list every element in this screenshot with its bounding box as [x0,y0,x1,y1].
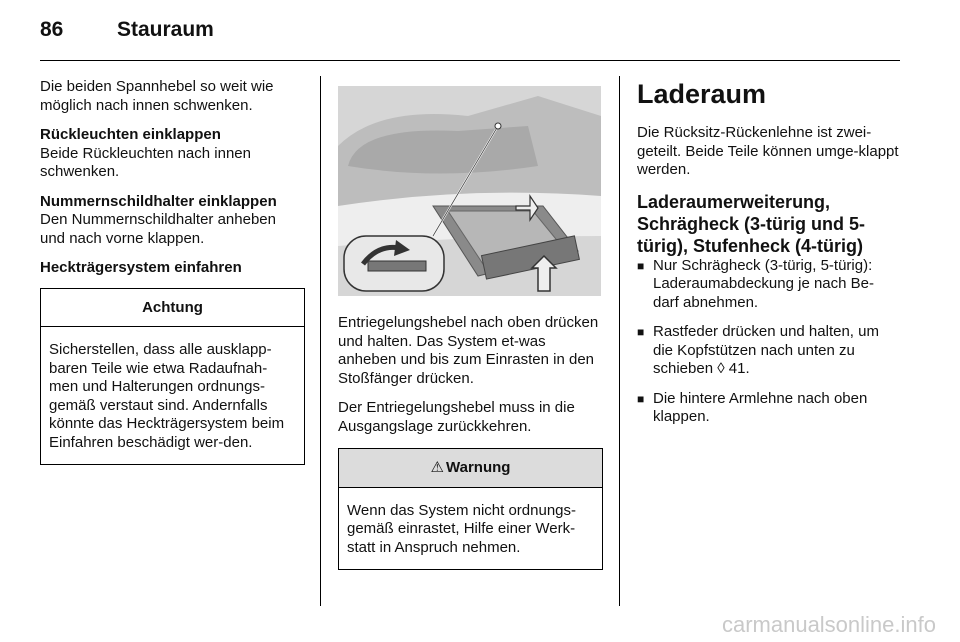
heading-cargo-space: Laderaum [637,79,767,109]
column-1 [40,78,305,465]
list-item: ■ Die hintere Armlehne nach oben klappen. [637,389,868,425]
list-item: ■ Nur Schrägheck (3-türig, 5-türig): Laderaumabdeckung je nach Be-darf abnehmen. [637,256,874,311]
text-tail-lights: Beide Rückleuchten nach innen schwenken. [40,144,251,180]
car-rear-drawing [338,86,601,296]
watermark: carmanualsonline.info [721,612,936,637]
caution-box [40,288,305,466]
paragraph-release-lever: Entriegelungshebel nach oben drücken und halten. Das System et-was anheben und bis zum Einrasten in den Stoßfänger drücken. [338,314,599,387]
warning-header [339,449,602,488]
list-item: ■ Rastfeder drücken und halten, um die Kopfstützen nach unten zu schieben ◊ 41. [637,323,879,377]
paragraph-levers: Die beiden Spannhebel so weit wie möglich nach innen schwenken. [40,78,274,114]
paragraph-lever-return: Der Entriegelungshebel muss in die Ausgangslage zurückkehren. [338,399,575,435]
warning-text: Wenn das System nicht ordnungs-gemäß einrastet, Hilfe einer Werk-statt in Anspruch nehmen. [347,501,577,556]
heading-cargo-extension: Laderaumerweiterung, Schrägheck (3-türig und 5-türig), Stufenheck (4-türig) [637,191,866,256]
caution-title: Achtung [41,289,304,328]
column-divider-2 [619,76,620,606]
text-plate-holder: Den Nummernschildhalter anheben und nach vorne klappen. [40,211,276,247]
column-3 [637,78,899,438]
bullet-square-icon: ■ [637,391,645,406]
page-number: 86 [40,18,64,41]
column-divider-1 [320,76,321,606]
warning-triangle-icon: ⚠ [430,459,444,476]
heading-tail-lights: Rückleuchten einklappen [40,126,221,143]
section-tail-lights [40,126,305,182]
section-plate-holder [40,193,305,249]
instruction-list [637,257,899,427]
warning-title: Warnung [446,459,511,476]
paragraph-seat-split: Die Rücksitz-Rückenlehne ist zwei-geteilt. Beide Teile können umge-klappt werden. [637,124,899,178]
warning-box [338,448,603,570]
rear-carrier-illustration [338,86,601,296]
page-title: Stauraum [117,18,214,41]
heading-plate-holder: Nummernschildhalter einklappen [40,192,277,210]
caution-text: Sicherstellen, dass alle ausklapp-baren Teile wie etwa Radaufnah-men und Halterungen ordnungs-gemäß verstaut sind. Andernfalls könnte das Heckträgersystem beim Einfahren beschädigt wer-den. [49,341,285,451]
header-divider [40,60,900,61]
bullet-square-icon: ■ [637,258,645,273]
column-2 [338,78,603,570]
heading-rack-retract: Heckträgersystem einfahren [40,259,242,276]
bullet-square-icon: ■ [637,325,645,339]
